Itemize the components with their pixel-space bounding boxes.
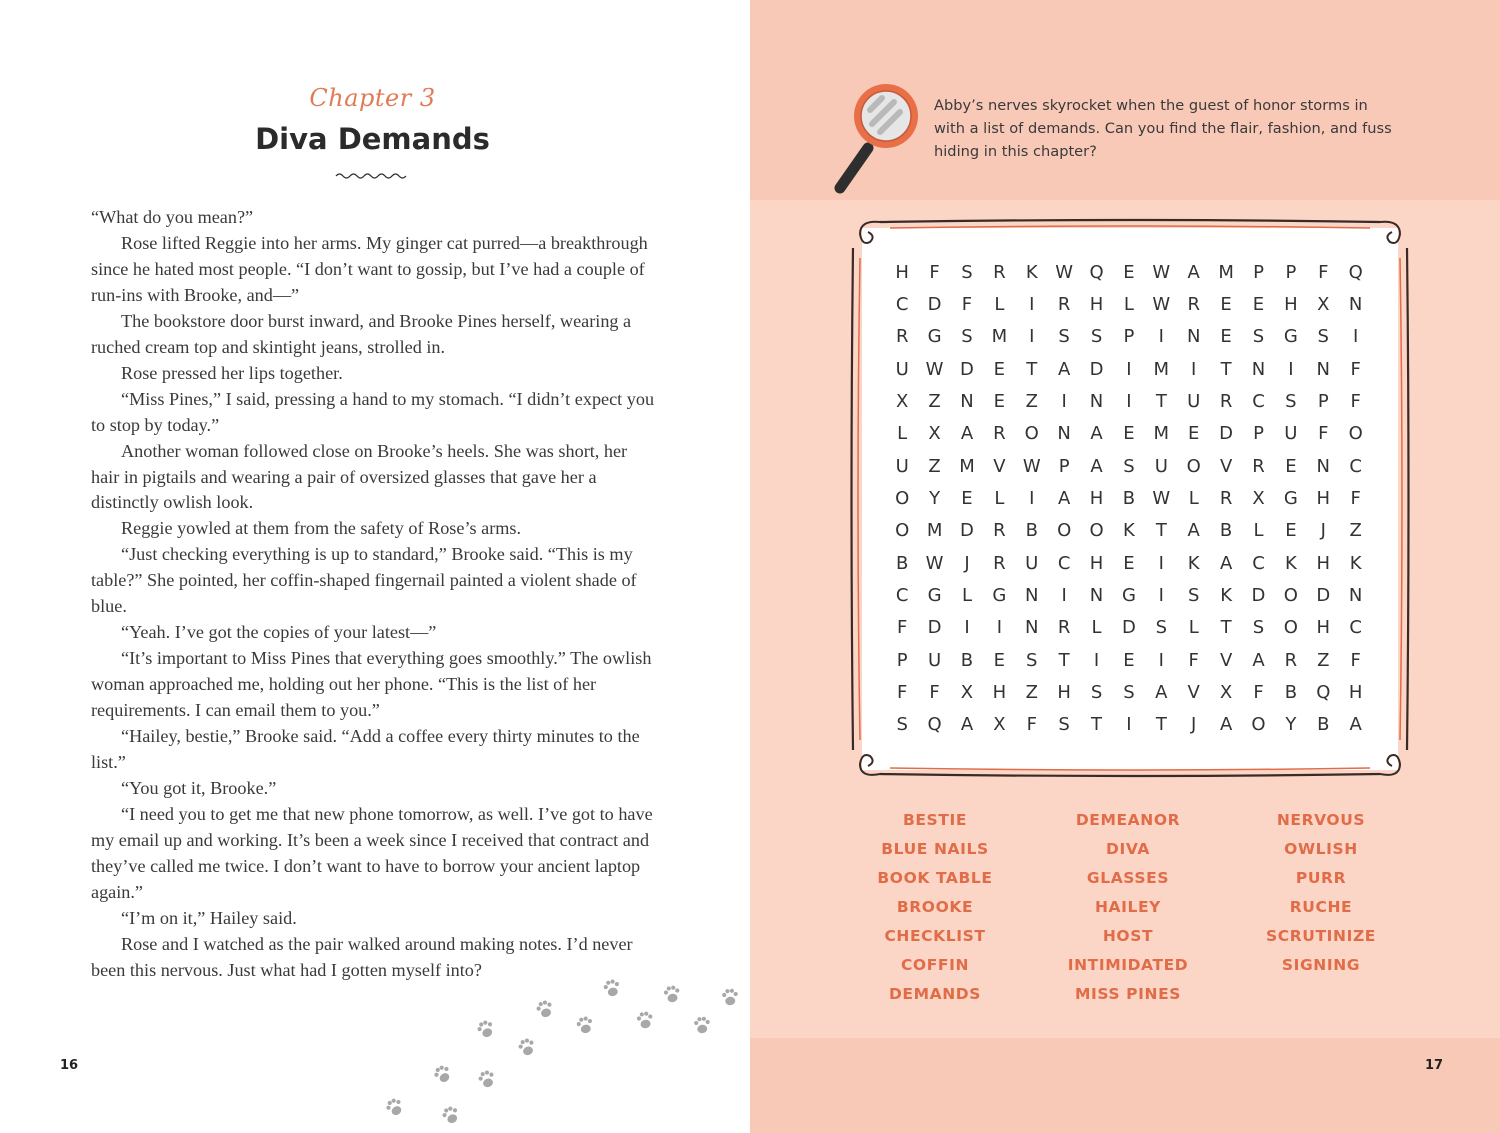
- grid-letter[interactable]: N: [1025, 617, 1039, 639]
- grid-letter[interactable]: S: [961, 261, 973, 283]
- grid-letter[interactable]: P: [1123, 326, 1135, 348]
- paragraph: “You got it, Brooke.”: [121, 777, 277, 798]
- grid-letter[interactable]: T: [1058, 649, 1070, 671]
- grid-letter[interactable]: B: [896, 552, 909, 574]
- grid-letter[interactable]: T: [1155, 714, 1167, 736]
- grid-letter[interactable]: D: [1316, 585, 1331, 607]
- grid-letter[interactable]: H: [1316, 617, 1331, 639]
- grid-letter[interactable]: I: [1061, 585, 1067, 607]
- chapter-title: Diva Demands: [255, 122, 490, 156]
- paragraph: Rose lifted Reggie into her arms. My ginger cat purred—a breakthrough since he hated most people. “I don’t want to gossip, but I’ve had a couple of run-ins with Brooke, and—”: [91, 232, 648, 305]
- grid-letter[interactable]: K: [1284, 552, 1297, 574]
- grid-letter[interactable]: D: [1219, 423, 1234, 445]
- grid-letter[interactable]: Q: [1089, 261, 1104, 283]
- grid-letter[interactable]: H: [1089, 488, 1104, 510]
- grid-letter[interactable]: D: [927, 617, 942, 639]
- grid-letter[interactable]: F: [1350, 391, 1361, 413]
- grid-letter[interactable]: U: [895, 455, 909, 477]
- grid-letter[interactable]: U: [1187, 391, 1201, 413]
- grid-letter[interactable]: W: [1152, 294, 1171, 316]
- grid-letter[interactable]: S: [1317, 326, 1329, 348]
- grid-letter[interactable]: R: [1252, 455, 1265, 477]
- word-list-item: NERVOUS: [1276, 811, 1366, 829]
- grid-letter[interactable]: A: [1349, 714, 1362, 736]
- grid-letter[interactable]: N: [1186, 326, 1201, 348]
- grid-letter[interactable]: E: [1285, 520, 1297, 542]
- word-list-item: DEMEANOR: [1075, 811, 1181, 829]
- grid-letter[interactable]: C: [1349, 455, 1362, 477]
- grid-letter[interactable]: E: [993, 391, 1006, 413]
- page-number-left: 16: [60, 1058, 79, 1073]
- grid-letter[interactable]: I: [1191, 358, 1197, 380]
- grid-letter[interactable]: I: [1029, 488, 1035, 510]
- paragraph: Reggie yowled at them from the safety of Rose’s arms.: [121, 518, 522, 539]
- grid-letter[interactable]: M: [1153, 358, 1170, 380]
- grid-letter[interactable]: T: [1155, 520, 1167, 542]
- grid-letter[interactable]: S: [961, 326, 973, 348]
- grid-letter[interactable]: F: [1350, 488, 1361, 510]
- grid-letter[interactable]: P: [896, 649, 908, 671]
- grid-letter[interactable]: W: [1022, 455, 1041, 477]
- grid-letter[interactable]: N: [1089, 391, 1104, 413]
- word-list-item: BLUE NAILS: [881, 840, 989, 858]
- grid-letter[interactable]: I: [1029, 326, 1035, 348]
- grid-letter[interactable]: I: [1158, 649, 1164, 671]
- grid-letter[interactable]: F: [1350, 649, 1361, 671]
- grid-letter[interactable]: L: [1253, 520, 1264, 542]
- grid-letter[interactable]: I: [1093, 649, 1100, 671]
- grid-letter[interactable]: V: [1219, 649, 1233, 671]
- word-list-item: CHECKLIST: [884, 927, 986, 945]
- grid-letter[interactable]: W: [1055, 261, 1074, 283]
- grid-letter[interactable]: K: [1123, 520, 1135, 542]
- grid-letter[interactable]: L: [897, 423, 908, 445]
- grid-letter[interactable]: T: [1220, 358, 1232, 380]
- grid-letter[interactable]: I: [1126, 358, 1132, 380]
- grid-letter[interactable]: H: [992, 682, 1007, 704]
- grid-letter[interactable]: O: [1057, 520, 1072, 542]
- grid-letter[interactable]: L: [1188, 617, 1199, 639]
- grid-letter[interactable]: B: [1284, 682, 1298, 704]
- grid-letter[interactable]: E: [1123, 423, 1135, 445]
- grid-letter[interactable]: B: [960, 649, 974, 671]
- grid-letter[interactable]: E: [1220, 326, 1232, 348]
- grid-letter[interactable]: Z: [1349, 520, 1362, 542]
- word-list-item: COFFIN: [900, 956, 970, 974]
- grid-letter[interactable]: R: [895, 326, 909, 348]
- grid-letter[interactable]: U: [927, 649, 942, 671]
- paragraph: “I’m on it,” Hailey said.: [121, 907, 297, 928]
- grid-letter[interactable]: D: [960, 358, 974, 380]
- grid-letter[interactable]: O: [1283, 617, 1298, 639]
- grid-letter[interactable]: R: [993, 423, 1006, 445]
- grid-letter[interactable]: W: [925, 552, 944, 574]
- grid-letter[interactable]: E: [993, 358, 1006, 380]
- paragraph: Rose and I watched as the pair walked around making notes. I’d never been this nervous. Just what had I gotten myself into?: [91, 933, 633, 980]
- grid-letter[interactable]: Z: [928, 391, 941, 413]
- grid-letter[interactable]: D: [1251, 585, 1266, 607]
- grid-letter[interactable]: A: [1057, 488, 1071, 510]
- word-search-grid[interactable]: [886, 256, 1372, 741]
- grid-letter[interactable]: H: [1284, 294, 1298, 316]
- word-list-item: DIVA: [1106, 840, 1150, 858]
- grid-letter[interactable]: M: [1153, 423, 1170, 445]
- grid-letter[interactable]: S: [1026, 649, 1038, 671]
- grid-letter[interactable]: Q: [1348, 261, 1363, 283]
- grid-letter[interactable]: Z: [928, 455, 941, 477]
- grid-letter[interactable]: T: [1026, 358, 1038, 380]
- grid-letter[interactable]: A: [1090, 455, 1103, 477]
- grid-letter[interactable]: G: [927, 326, 942, 348]
- grid-letter[interactable]: R: [993, 552, 1006, 574]
- chapter-label: Chapter 3: [309, 84, 436, 112]
- grid-letter[interactable]: E: [1123, 649, 1135, 671]
- grid-letter[interactable]: B: [1122, 488, 1136, 510]
- word-list-item: PURR: [1295, 869, 1347, 887]
- grid-letter[interactable]: V: [993, 455, 1006, 477]
- grid-letter[interactable]: R: [1057, 294, 1071, 316]
- grid-letter[interactable]: O: [1283, 585, 1298, 607]
- grid-letter[interactable]: S: [1058, 326, 1070, 348]
- grid-letter[interactable]: M: [991, 326, 1008, 348]
- grid-letter[interactable]: E: [1220, 294, 1232, 316]
- grid-letter[interactable]: T: [1091, 714, 1103, 736]
- grid-letter[interactable]: S: [896, 714, 908, 736]
- grid-letter[interactable]: L: [994, 294, 1005, 316]
- grid-letter[interactable]: O: [1348, 423, 1363, 445]
- grid-letter[interactable]: L: [1091, 617, 1102, 639]
- word-list-item: HAILEY: [1094, 898, 1162, 916]
- grid-letter[interactable]: H: [1348, 682, 1363, 704]
- grid-letter[interactable]: F: [1318, 261, 1329, 283]
- grid-letter[interactable]: G: [992, 585, 1007, 607]
- word-list-item: HOST: [1102, 927, 1154, 945]
- word-list-item: OWLISH: [1284, 840, 1358, 858]
- grid-letter[interactable]: R: [1219, 391, 1233, 413]
- grid-letter[interactable]: L: [1188, 488, 1199, 510]
- grid-letter[interactable]: F: [1188, 649, 1199, 671]
- word-list-item: INTIMIDATED: [1067, 956, 1189, 974]
- grid-letter[interactable]: Z: [1025, 391, 1038, 413]
- grid-letter[interactable]: S: [1123, 682, 1135, 704]
- grid-letter[interactable]: R: [1187, 294, 1200, 316]
- paw-print-icon: [375, 970, 745, 1130]
- grid-letter[interactable]: I: [1061, 391, 1067, 413]
- grid-letter[interactable]: R: [1219, 488, 1233, 510]
- grid-letter[interactable]: E: [1123, 261, 1135, 283]
- grid-letter[interactable]: I: [996, 617, 1003, 639]
- grid-letter[interactable]: S: [1090, 682, 1103, 704]
- grid-letter[interactable]: C: [1252, 552, 1265, 574]
- grid-letter[interactable]: L: [961, 585, 972, 607]
- grid-letter[interactable]: P: [1058, 455, 1070, 477]
- grid-letter[interactable]: A: [1090, 423, 1103, 445]
- grid-letter[interactable]: D: [1121, 617, 1136, 639]
- grid-letter[interactable]: B: [1219, 520, 1233, 542]
- grid-letter[interactable]: G: [927, 585, 942, 607]
- grid-letter[interactable]: E: [1123, 552, 1135, 574]
- grid-letter[interactable]: U: [1284, 423, 1298, 445]
- word-list-item: SIGNING: [1281, 956, 1361, 974]
- magnifying-glass-icon: [832, 82, 922, 197]
- grid-letter[interactable]: A: [1187, 261, 1200, 283]
- grid-letter[interactable]: E: [1285, 455, 1297, 477]
- grid-letter[interactable]: I: [1288, 358, 1294, 380]
- grid-letter[interactable]: H: [1089, 552, 1104, 574]
- grid-letter[interactable]: P: [1285, 261, 1297, 283]
- grid-letter[interactable]: S: [1252, 617, 1265, 639]
- grid-letter[interactable]: Y: [1285, 714, 1297, 736]
- grid-letter[interactable]: R: [993, 261, 1006, 283]
- grid-letter[interactable]: G: [1283, 488, 1298, 510]
- grid-letter[interactable]: I: [1029, 294, 1035, 316]
- grid-letter[interactable]: R: [993, 520, 1006, 542]
- grid-letter[interactable]: F: [1253, 682, 1264, 704]
- grid-letter[interactable]: F: [1350, 358, 1361, 380]
- grid-letter[interactable]: A: [1252, 649, 1265, 671]
- grid-letter[interactable]: A: [1219, 714, 1233, 736]
- grid-letter[interactable]: M: [959, 455, 975, 477]
- paragraph: “Hailey, bestie,” Brooke said. “Add a coffee every thirty minutes to the list.”: [91, 726, 640, 773]
- page-number-right: 17: [1425, 1058, 1444, 1073]
- grid-letter[interactable]: J: [1191, 714, 1197, 736]
- word-list-item: BROOKE: [896, 898, 974, 916]
- grid-letter[interactable]: C: [1349, 617, 1362, 639]
- grid-letter[interactable]: O: [1186, 455, 1201, 477]
- grid-letter[interactable]: N: [1316, 455, 1330, 477]
- grid-letter[interactable]: C: [1252, 391, 1265, 413]
- chapter-body: [91, 205, 657, 984]
- paragraph: Rose pressed her lips together.: [121, 362, 343, 383]
- grid-letter[interactable]: J: [1320, 520, 1326, 542]
- grid-letter[interactable]: R: [1057, 617, 1071, 639]
- grid-letter[interactable]: S: [1090, 326, 1103, 348]
- grid-letter[interactable]: I: [1158, 585, 1164, 607]
- grid-letter[interactable]: A: [1187, 520, 1200, 542]
- grid-letter[interactable]: K: [1220, 585, 1232, 607]
- paragraph: “Miss Pines,” I said, pressing a hand to my stomach. “I didn’t expect you to stop by today.”: [91, 388, 655, 435]
- grid-letter[interactable]: W: [1152, 261, 1171, 283]
- paragraph: Another woman followed close on Brooke’s heels. She was short, her hair in pigtails and wearing a pair of oversized glasses that gave her a distinctly owlish look.: [91, 440, 628, 513]
- grid-letter[interactable]: I: [1158, 552, 1164, 574]
- grid-letter[interactable]: H: [1316, 552, 1331, 574]
- grid-letter[interactable]: K: [1025, 261, 1038, 283]
- grid-letter[interactable]: M: [926, 520, 943, 542]
- grid-letter[interactable]: F: [961, 294, 973, 316]
- grid-letter[interactable]: U: [1025, 552, 1039, 574]
- grid-letter[interactable]: O: [1089, 520, 1104, 542]
- grid-letter[interactable]: X: [896, 391, 909, 413]
- grid-letter[interactable]: P: [1317, 391, 1329, 413]
- grid-letter[interactable]: E: [993, 649, 1006, 671]
- grid-letter[interactable]: D: [1089, 358, 1104, 380]
- grid-letter[interactable]: L: [994, 488, 1005, 510]
- grid-letter[interactable]: Z: [1317, 649, 1330, 671]
- grid-letter[interactable]: X: [1252, 488, 1265, 510]
- word-list-item: DEMANDS: [888, 985, 982, 1003]
- grid-letter[interactable]: A: [960, 714, 974, 736]
- grid-letter[interactable]: O: [895, 520, 910, 542]
- puzzle-intro: Abby’s nerves skyrocket when the guest of honor storms in with a list of demands. Can you find the flair, fashion, and fuss hiding in this chapter?: [934, 97, 1392, 160]
- grid-letter[interactable]: K: [1187, 552, 1200, 574]
- grid-letter[interactable]: U: [895, 358, 909, 380]
- grid-letter[interactable]: F: [897, 617, 908, 639]
- grid-letter[interactable]: S: [1123, 455, 1135, 477]
- grid-letter[interactable]: Q: [927, 714, 942, 736]
- grid-letter[interactable]: X: [928, 423, 941, 445]
- grid-letter[interactable]: I: [1126, 391, 1132, 413]
- grid-letter[interactable]: O: [895, 488, 910, 510]
- grid-letter[interactable]: H: [1316, 488, 1331, 510]
- grid-letter[interactable]: K: [1349, 552, 1362, 574]
- grid-letter[interactable]: Z: [1025, 682, 1038, 704]
- grid-letter[interactable]: T: [1220, 617, 1232, 639]
- grid-letter[interactable]: X: [1317, 294, 1330, 316]
- grid-letter[interactable]: F: [929, 682, 940, 704]
- grid-letter[interactable]: L: [1123, 294, 1134, 316]
- grid-letter[interactable]: X: [1219, 682, 1233, 704]
- grid-letter[interactable]: R: [1284, 649, 1298, 671]
- grid-letter[interactable]: S: [1285, 391, 1297, 413]
- grid-letter[interactable]: N: [1025, 585, 1039, 607]
- grid-letter[interactable]: T: [1155, 391, 1167, 413]
- grid-letter[interactable]: F: [1026, 714, 1037, 736]
- grid-letter[interactable]: D: [927, 294, 942, 316]
- grid-letter[interactable]: G: [1121, 585, 1136, 607]
- word-list-item: BESTIE: [902, 811, 968, 829]
- grid-letter[interactable]: A: [1057, 358, 1071, 380]
- grid-letter[interactable]: N: [960, 391, 974, 413]
- paragraph: “What do you mean?”: [91, 207, 254, 227]
- grid-letter[interactable]: O: [1024, 423, 1039, 445]
- grid-letter[interactable]: B: [1025, 520, 1038, 542]
- grid-letter[interactable]: X: [993, 714, 1006, 736]
- grid-letter[interactable]: Q: [1316, 682, 1331, 704]
- grid-letter[interactable]: V: [1187, 682, 1200, 704]
- word-list-item: BOOK TABLE: [877, 869, 993, 887]
- grid-letter[interactable]: D: [960, 520, 974, 542]
- grid-letter[interactable]: E: [961, 488, 973, 510]
- grid-letter[interactable]: N: [1348, 294, 1363, 316]
- grid-letter[interactable]: P: [1253, 423, 1264, 445]
- grid-letter[interactable]: F: [1318, 423, 1329, 445]
- grid-letter[interactable]: E: [1252, 294, 1265, 316]
- paragraph: The bookstore door burst inward, and Brooke Pines herself, wearing a ruched cream top and skintight jeans, strolled in.: [91, 310, 632, 357]
- grid-letter[interactable]: S: [1187, 585, 1200, 607]
- grid-letter[interactable]: V: [1219, 455, 1233, 477]
- grid-letter[interactable]: F: [929, 261, 940, 283]
- word-list-column: [1028, 806, 1228, 1009]
- grid-letter[interactable]: Y: [929, 488, 941, 510]
- grid-letter[interactable]: J: [964, 552, 970, 574]
- grid-letter[interactable]: W: [1152, 488, 1171, 510]
- grid-letter[interactable]: H: [1089, 294, 1104, 316]
- grid-letter[interactable]: C: [895, 585, 909, 607]
- grid-letter[interactable]: O: [1251, 714, 1266, 736]
- grid-letter[interactable]: H: [1057, 682, 1071, 704]
- paragraph: “I need you to get me that new phone tomorrow, as well. I’ve got to have my email up and working. It’s been a week since I received that contract and they’ve called me twice. I don’t want to have to borrow your ancient laptop again.”: [91, 803, 653, 902]
- grid-letter[interactable]: E: [1188, 423, 1200, 445]
- word-list-item: GLASSES: [1086, 869, 1170, 887]
- grid-letter[interactable]: I: [1158, 326, 1164, 348]
- right-page: [750, 0, 1500, 1133]
- grid-letter[interactable]: I: [1126, 714, 1132, 736]
- grid-letter[interactable]: H: [895, 261, 909, 283]
- word-list-item: SCRUTINIZE: [1266, 927, 1376, 945]
- word-list-column: [1221, 806, 1421, 980]
- word-list-item: MISS PINES: [1074, 985, 1182, 1003]
- grid-letter[interactable]: A: [1155, 682, 1168, 704]
- grid-letter[interactable]: S: [1058, 714, 1070, 736]
- grid-letter[interactable]: C: [1057, 552, 1071, 574]
- squiggle-divider-icon: [335, 171, 407, 181]
- grid-letter[interactable]: N: [1057, 423, 1071, 445]
- paragraph: “Yeah. I’ve got the copies of your latest—”: [121, 622, 437, 643]
- scallop-border: [750, 1033, 1500, 1053]
- paragraph: “It’s important to Miss Pines that everything goes smoothly.” The owlish woman approached me, holding out her phone. “This is the list of her requirements. I can email them to you.”: [91, 648, 652, 721]
- grid-letter[interactable]: S: [1155, 617, 1168, 639]
- grid-letter[interactable]: I: [964, 617, 970, 639]
- grid-letter[interactable]: I: [1353, 326, 1359, 348]
- paragraph: “Just checking everything is up to standard,” Brooke said. “This is my table?” She pointed, her coffin-shaped fingernail painted a violent shade of blue.: [91, 544, 637, 617]
- grid-letter[interactable]: F: [897, 682, 908, 704]
- grid-letter[interactable]: A: [1219, 552, 1233, 574]
- grid-letter[interactable]: C: [895, 294, 909, 316]
- grid-letter[interactable]: X: [960, 682, 974, 704]
- word-list-column: [835, 806, 1035, 1009]
- grid-letter[interactable]: M: [1218, 261, 1234, 283]
- grid-letter[interactable]: B: [1317, 714, 1330, 736]
- grid-letter[interactable]: P: [1253, 261, 1264, 283]
- grid-letter[interactable]: N: [1251, 358, 1266, 380]
- word-list-item: RUCHE: [1289, 898, 1353, 916]
- grid-letter[interactable]: N: [1348, 585, 1363, 607]
- grid-letter[interactable]: N: [1089, 585, 1104, 607]
- grid-letter[interactable]: A: [960, 423, 974, 445]
- grid-letter[interactable]: G: [1283, 326, 1298, 348]
- grid-letter[interactable]: U: [1154, 455, 1168, 477]
- grid-letter[interactable]: S: [1252, 326, 1265, 348]
- grid-letter[interactable]: W: [925, 358, 944, 380]
- grid-letter[interactable]: N: [1316, 358, 1330, 380]
